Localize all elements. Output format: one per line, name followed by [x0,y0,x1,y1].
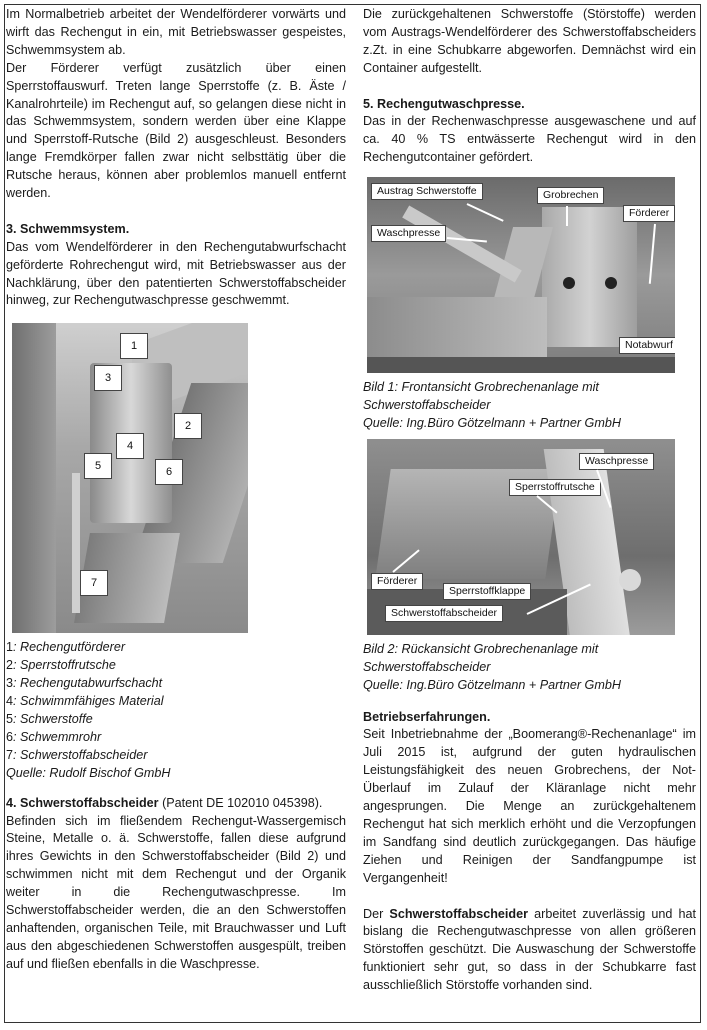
legend-item: 3: Rechengutabwurfschacht [6,676,163,691]
label-foerderer: Förderer [623,205,675,222]
photo-number-6: 6 [155,459,183,485]
term-schwerstoffabscheider: Schwerstoffabscheider [389,906,528,921]
photo-legend [6,639,346,782]
heading-betriebserfahrungen: Betriebserfahrungen. [363,709,491,724]
label-waschpresse-2: Waschpresse [579,453,654,470]
legend-item: 1: Rechengutförderer [6,640,126,655]
paragraph-stoerstoffe: Die zurückgehaltenen Schwerstoffe (Störstoffe) werden vom Austrags-Wendelförderer des Schwerstoffabscheiders z.Zt. in eine Schubkarre abgeworfen. Demnächst wird ein Container aufgestellt. [363,7,696,75]
left-column [6,6,346,974]
legend-item: 2: Sperrstoffrutsche [6,658,116,673]
legend-source: Quelle: Rudolf Bischof GmbH [6,765,171,780]
caption-bild-2-title: Bild 2: Rückansicht Grobrechenanlage mit Schwerstoffabscheider [363,641,599,674]
heading-schwerstoffabscheider [6,795,346,813]
photo-number-2: 2 [174,413,202,439]
paragraph-sperrstoffauswurf: Der Förderer verfügt zusätzlich über einen Sperrstoffauswurf. Treten lange Sperrstoffe (z. B. Äste / Kanalrohrteile) im Rechengut auf, so gelangen diese nicht in das Schwemmsystem, sondern werden über eine Klappe und Sperrstoff-Rutsche (Bild 2) ausgeschleust. Besonders lange Fremdkörper fallen zwar nicht selbsttätig über die Rutsche heraus, können aber problemlos manuell entfernt werden. [6,60,346,201]
paragraph-betriebserfahrungen: Seit Inbetriebnahme der „Boomerang®-Rechenanlage“ im Juli 2015 ist, aufgrund der guten hydraulischen Leistungsfähigkeit des neuen Grobrechens, der Not-Überlauf im Zulauf der Kläranlage nicht mehr angesprungen. Die Menge an zurückgehaltenem Rechengut hat sich merklich erhöht und die Verzopfungen im Sandfang sind deutlich zurückgegangen. Das häufige Ziehen und Reinigen der Sandfangpumpe ist Vergangenheit! [363,727,696,885]
photo-schwemmsystem [12,323,248,633]
patent-note: (Patent DE 102010 045398). [158,795,323,810]
legend-item: 6: Schwemmrohr [6,729,102,744]
paragraph-rechengutwaschpresse: Das in der Rechenwaschpresse ausgewaschene und auf ca. 40 % TS entwässerte Rechengut wird in den Rechengutcontainer gefördert. [363,114,696,165]
paragraph-normalbetrieb: Im Normalbetrieb arbeitet der Wendelförderer vorwärts und wirft das Rechengut in ein, mit Betriebswasser gespeistes, Schwemmsystem ab. [6,7,346,57]
photo-number-1: 1 [120,333,148,359]
paragraph-schwemmsystem: Das vom Wendelförderer in den Rechengutabwurfschacht geförderte Rohrechengut wird, mit Betriebswasser aus der Nachklärung, über den patentierten Schwerstoffabscheider hinweg, zur Rechengutwaschpresse geschwemmt. [6,239,346,308]
label-austrag-schwerstoffe: Austrag Schwerstoffe [371,183,483,200]
right-column [363,6,696,995]
photo-number-4: 4 [116,433,144,459]
photo-number-3: 3 [94,365,122,391]
label-notabwurf: Notabwurf [619,337,675,354]
heading-schwemmsystem: 3. Schwemmsystem. [6,221,130,236]
caption-bild-1 [363,379,696,433]
caption-bild-2 [363,641,696,695]
photo-number-5: 5 [84,453,112,479]
label-foerderer-2: Förderer [371,573,423,590]
label-sperrstoffklappe: Sperrstoffklappe [443,583,531,600]
paragraph-fazit: Der Schwerstoffabscheider arbeitet zuverlässig und hat bislang die Rechengutwaschpresse von allen größeren Störstoffen geschützt. Die Auswaschung der Schwerstoffe funktioniert sehr gut, so dass in der Schubkarre fast ausschließlich Störstoffe vorhanden sind. [363,906,697,993]
label-waschpresse: Waschpresse [371,225,446,242]
heading-rechengutwaschpresse: 5. Rechengutwaschpresse. [363,96,525,111]
photo-number-7: 7 [80,570,108,596]
paragraph-schwerstoffabscheider: Befinden sich im fließendem Rechengut-Wassergemisch Steine, Metalle o. ä. Schwerstoffe, fallen diese aufgrund ihres Gewichts in den Schwerstoffabscheider (Bild 2) und schwimmen nicht mit dem Rechengut und der Organik weiter in die Rechengutwaschpresse. Im Schwerstoffabscheider werden, die an den Schwerstoffen anhaftenden, organischen Teile, mit Brauchwasser und Luft aus den abgeschiedenen Schwerstoffen ausgespült, treiben auf und fließen ebenfalls in die Waschpresse. [6,813,346,971]
photo-frontansicht [367,177,675,373]
heading-schwerstoffabscheider-title: 4. Schwerstoffabscheider [6,795,159,810]
legend-item: 4: Schwimmfähiges Material [6,694,164,709]
photo-rueckansicht [367,439,675,635]
caption-bild-1-title: Bild 1: Frontansicht Grobrechenanlage mit Schwerstoffabscheider [363,380,599,413]
caption-bild-2-source: Quelle: Ing.Büro Götzelmann + Partner GmbH [363,677,621,692]
label-schwerstoffabscheider: Schwerstoffabscheider [385,605,503,622]
legend-item: 5: Schwerstoffe [6,712,93,727]
caption-bild-1-source: Quelle: Ing.Büro Götzelmann + Partner GmbH [363,415,621,430]
label-grobrechen: Grobrechen [537,187,604,204]
legend-item: 7: Schwerstoffabscheider [6,747,148,762]
label-sperrstoffrutsche: Sperrstoffrutsche [509,479,601,496]
